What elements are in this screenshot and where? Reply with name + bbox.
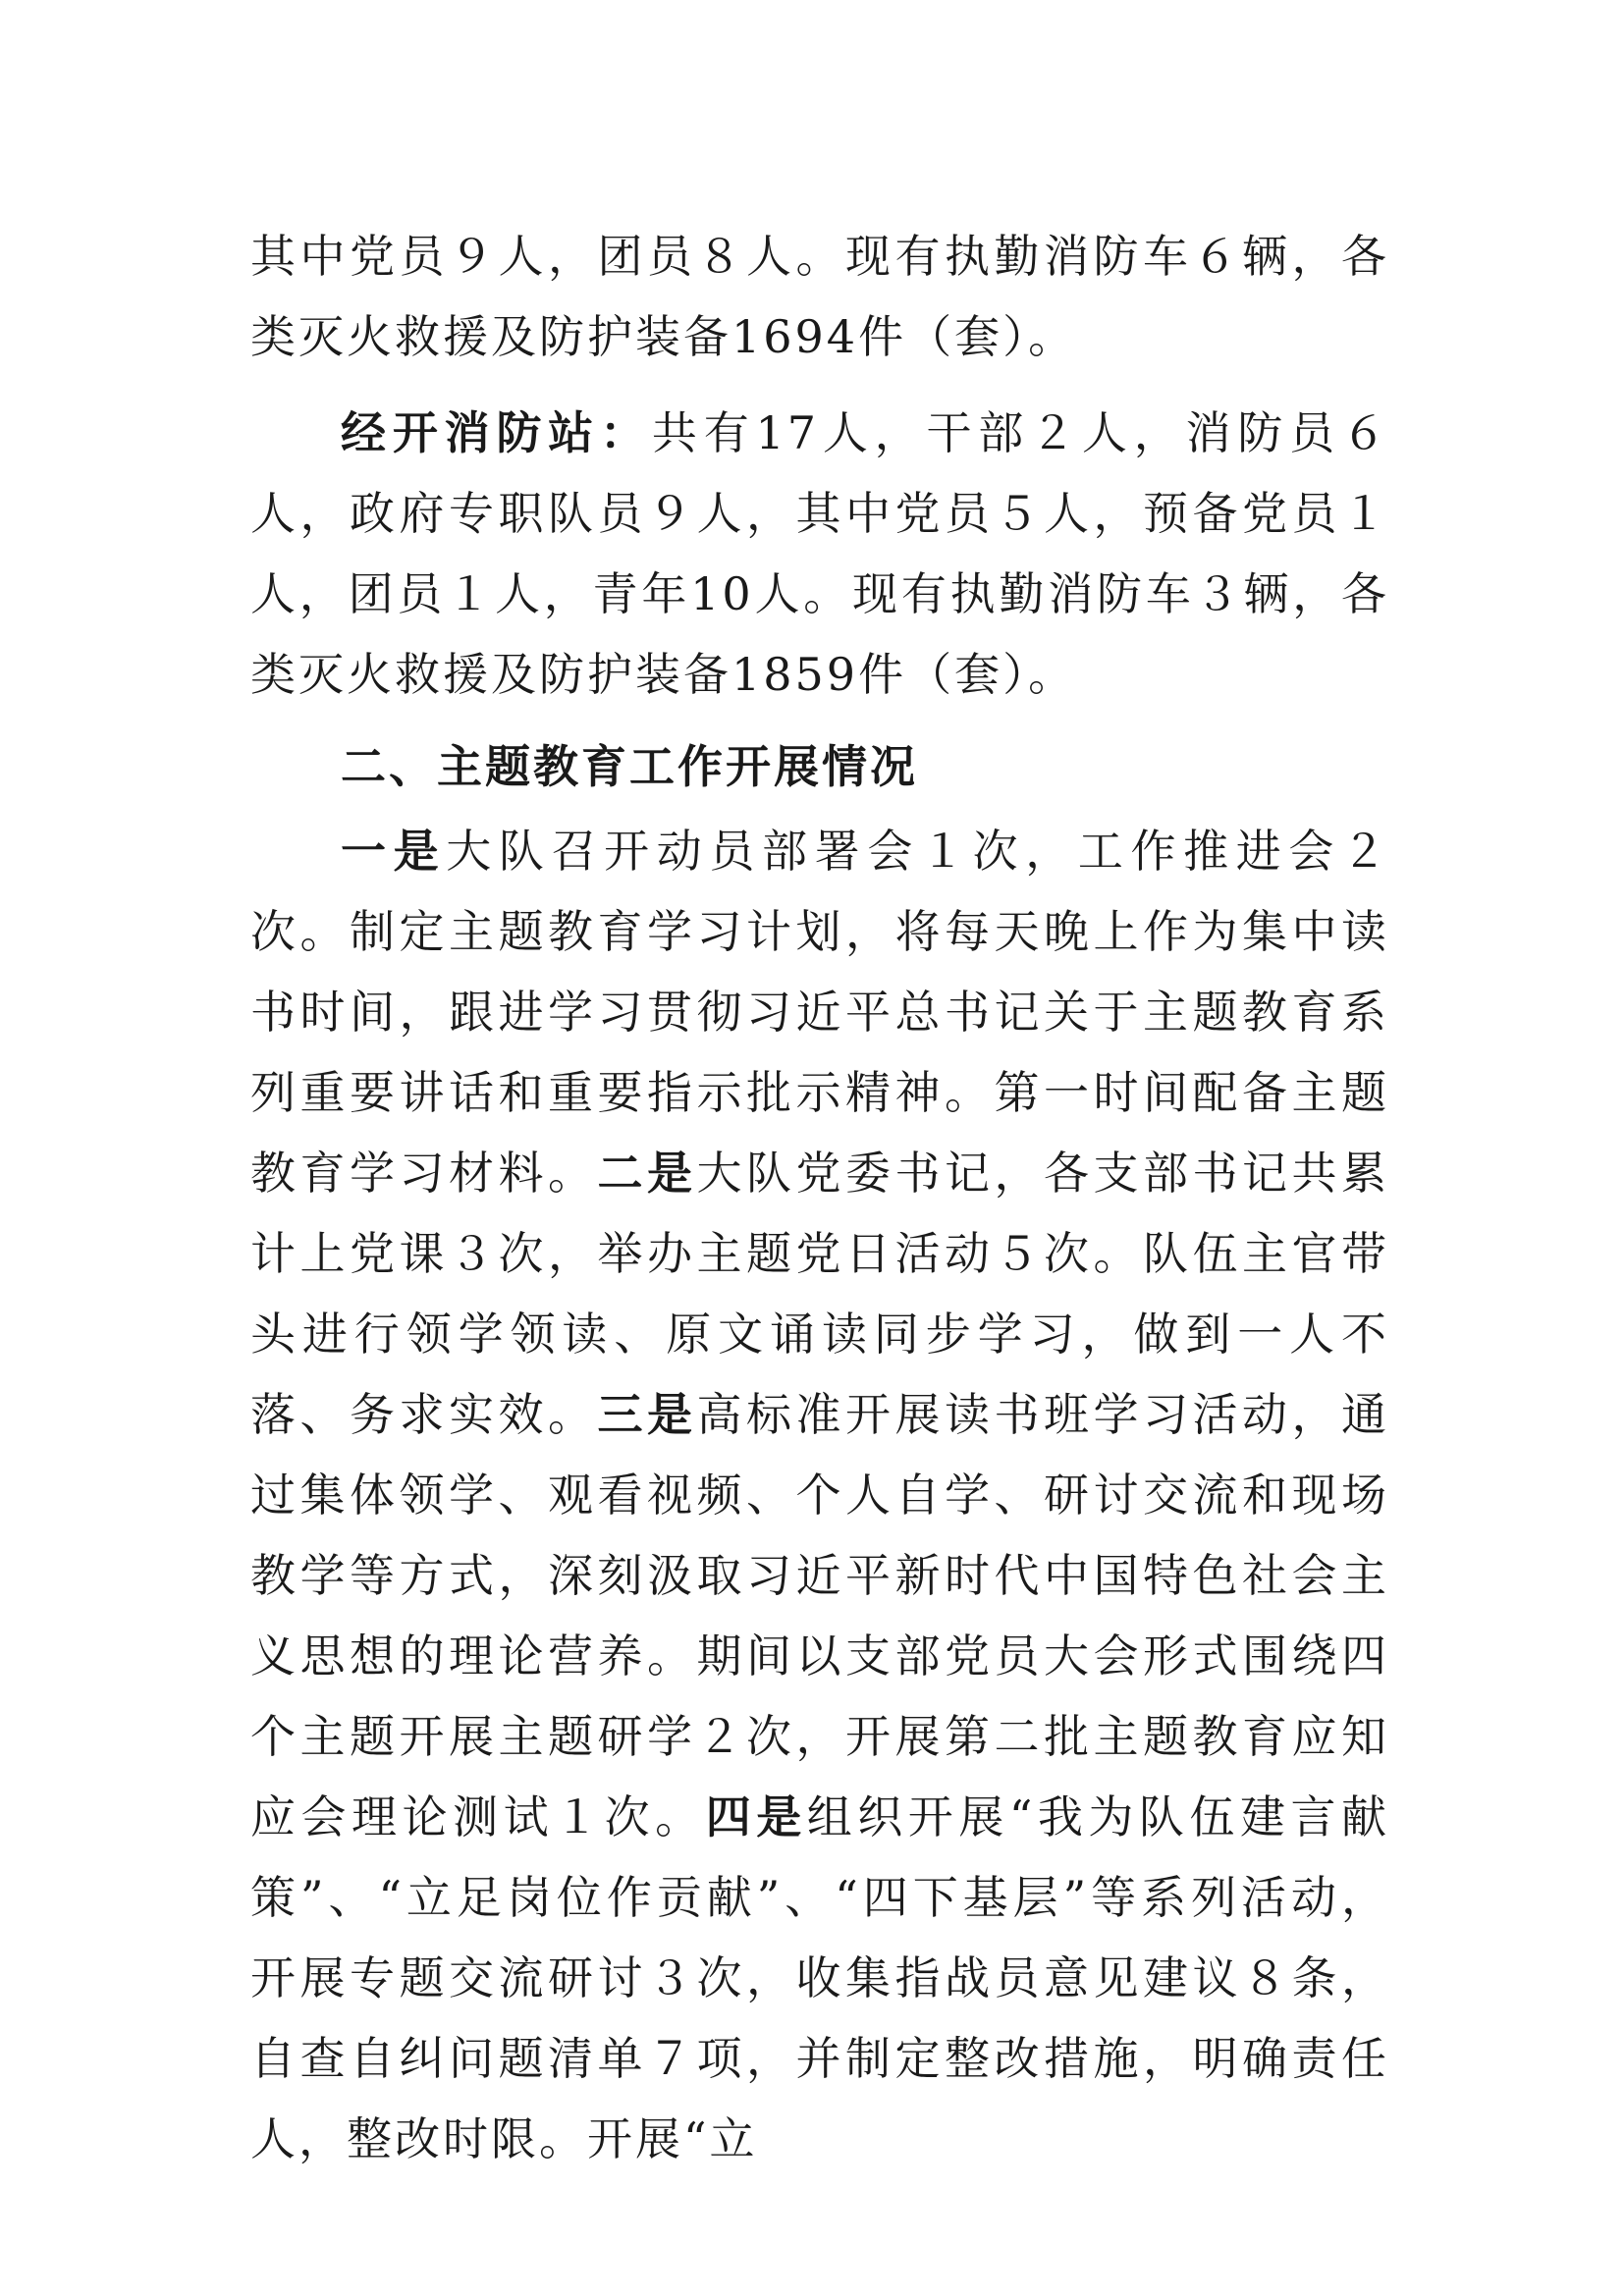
paragraph-education-work — [250, 811, 1389, 2179]
point-lead-2: 二是 — [597, 1147, 697, 1200]
point-text-3: 高标准开展读书班学习活动，通过集体领学、观看视频、个人自学、研讨交流和现场教学等方式，深刻汲取习近平新时代中国特色社会主义思想的理论营养。期间以支部党员大会形式围绕四个主题开展主题研学２次，开展第二批主题教育应知应会理论测试１次。 — [250, 1388, 1389, 1843]
paragraph-jingkai-station — [250, 393, 1389, 715]
paragraph-lead-label: 经开消防站： — [341, 406, 652, 459]
point-text-1: 大队召开动员部署会１次，工作推进会２次。制定主题教育学习计划，将每天晚上作为集中读书时间，跟进学习贯彻习近平总书记关于主题教育系列重要讲话和重要指示批示精神。第一时间配备主题教育学习材料。 — [250, 825, 1390, 1200]
point-lead-1: 一是 — [341, 825, 447, 878]
point-lead-4: 四是 — [705, 1790, 807, 1843]
point-lead-3: 三是 — [597, 1388, 697, 1441]
point-text-2: 大队党委书记，各支部书记共累计上党课３次，举办主题党日活动５次。队伍主官带头进行领学领读、原文诵读同步学习，做到一人不落、务求实效。 — [250, 1147, 1389, 1441]
section-heading: 二、主题教育工作开展情况 — [341, 740, 918, 793]
point-text-4: 组织开展“我为队伍建言献策”、“立足岗位作贡献”、“四下基层”等系列活动，开展专题交流研讨３次，收集指战员意见建议８条，自查自纠问题清单７项，并制定整改措施，明确责任人，整改时限。开展“立 — [250, 1790, 1390, 2165]
paragraph-staff-summary — [250, 216, 1389, 377]
paragraph-text: 其中党员９人，团员８人。现有执勤消防车６辆，各类灭火救援及防护装备1694件（套）。 — [250, 230, 1389, 363]
paragraph-text: 共有17人，干部２人，消防员６人，政府专职队员９人，其中党员５人，预备党员１人，团员１人，青年10人。现有执勤消防车３辆，各类灭火救援及防护装备1859件（套）。 — [250, 406, 1389, 701]
